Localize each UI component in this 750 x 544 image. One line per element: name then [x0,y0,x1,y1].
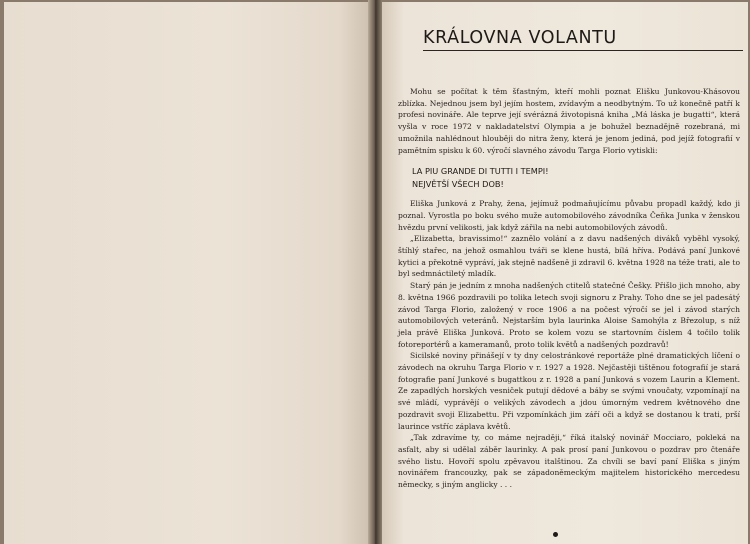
body-paragraph: Starý pán je jedním z mnoha nadšených ctitelů statečné Češky. Přišlo jich mnoho, aby 8. května 1966 pozdravili po tolika letech svoji signoru z Prahy. Toho dne se jel padesátý závod Targa Florio, založený v roce 1906 a na počest výročí se jel i závod starých automobilových veteránů. Nejstarším byla laurinka Aloise Samohýla z Březolup, s níž jela právě Eliška Junková. Proto se kolem vozu se startovním číslem 4 točilo tolik fotoreportérů a kameramanů, proto tolik květů a nadšených pozdravů! [398,281,740,349]
body-paragraph: Sicilské noviny přinášejí v ty dny celostránkové reportáže plné dramatických líčení o závodech na okruhu Targa Florio v r. 1927 a 1928. Nejčastěji tištěnou fotografií je stará fotografie paní Junkové s bugattkou z r. 1928 a paní Junková s vozem Laurin a Klement. Ze zapadlých horských vesniček putují dědové a báby se svými vnoučaty, vzpomínají na své mládí, vyprávějí o velikých závodech a jdou úmorným vedrem květnového dne pozdravit svoji Elizabettu. Při vzpomínkách jim září oči a když se dostanou k trati, prší laurince vstříc záplava květů. [398,351,740,431]
body-paragraph: „Tak zdravíme ty, co máme nejraději,“ říká italský novinář Mocciaro, pokleká na asfalt, aby si udělal záběr laurinky. A pak prosí paní Junkovou o pozdrav pro čtenáře svého listu. Hovoří spolu zpěvavou italštinou. Za chvíli se baví paní Eliška s jiným novinářem francouzky, pak se západoněmeckým majitelem historického mercedesu německy, s jiným anglicky . . . [398,433,740,490]
headline-czech: NEJVĚTŠÍ VŠECH DOB! [412,178,504,189]
left-page-blank [4,2,368,544]
intro-paragraph: Mohu se počítat k těm šťastným, kteří mohli poznat Elišku Junkovou-Khásovou zblízka. Nejednou jsem byl jejím hostem, zvídavým a neodbytným. To už konečně patří k profesi novináře. Ale teprve její svérázná životopisná kniha „Má láska je bugatti“, která vyšla v roce 1972 v nakladatelství Olympia a je bohužel beznadějně rozebraná, mi umožnila nahlédnout hlouběji do nitra ženy, která je jenom jediná, pod jejíž fotografií v pamětním spisku k 60. výročí slavného závodu Targa Florio vytiskli: [398,87,740,155]
body-paragraph: „Elizabetta, bravissimo!“ zaznělo volání a z davu nadšených diváků vyběhl vysoký, štíhlý stařec, na jehož osmahlou tváři se klene hustá, bílá hříva. Podává paní Junkové kytici a překotně vypráví, jak stejně nadšeně ji zdravil 6. května 1928 na téže trati, ale to byl sedmnáctiletý mladík. [398,234,740,279]
chapter-title: KRÁLOVNA VOLANTU [423,28,617,48]
page-bullet [553,532,558,537]
program-headline [412,165,740,190]
book-gutter [368,0,382,544]
chapter-body [398,86,740,491]
headline-italian: LA PIU GRANDE DI TUTTI I TEMPI! [412,166,549,177]
title-rule [423,50,743,51]
body-paragraph: Eliška Junková z Prahy, žena, jejímuž podmaňujícímu půvabu propadl každý, kdo ji poznal. Vyrostla po boku svého muže automobilového závodníka Čeňka Junka v ženskou hvězdu první velikosti, jak když zářila na nebi automobilových závodů. [398,199,740,232]
